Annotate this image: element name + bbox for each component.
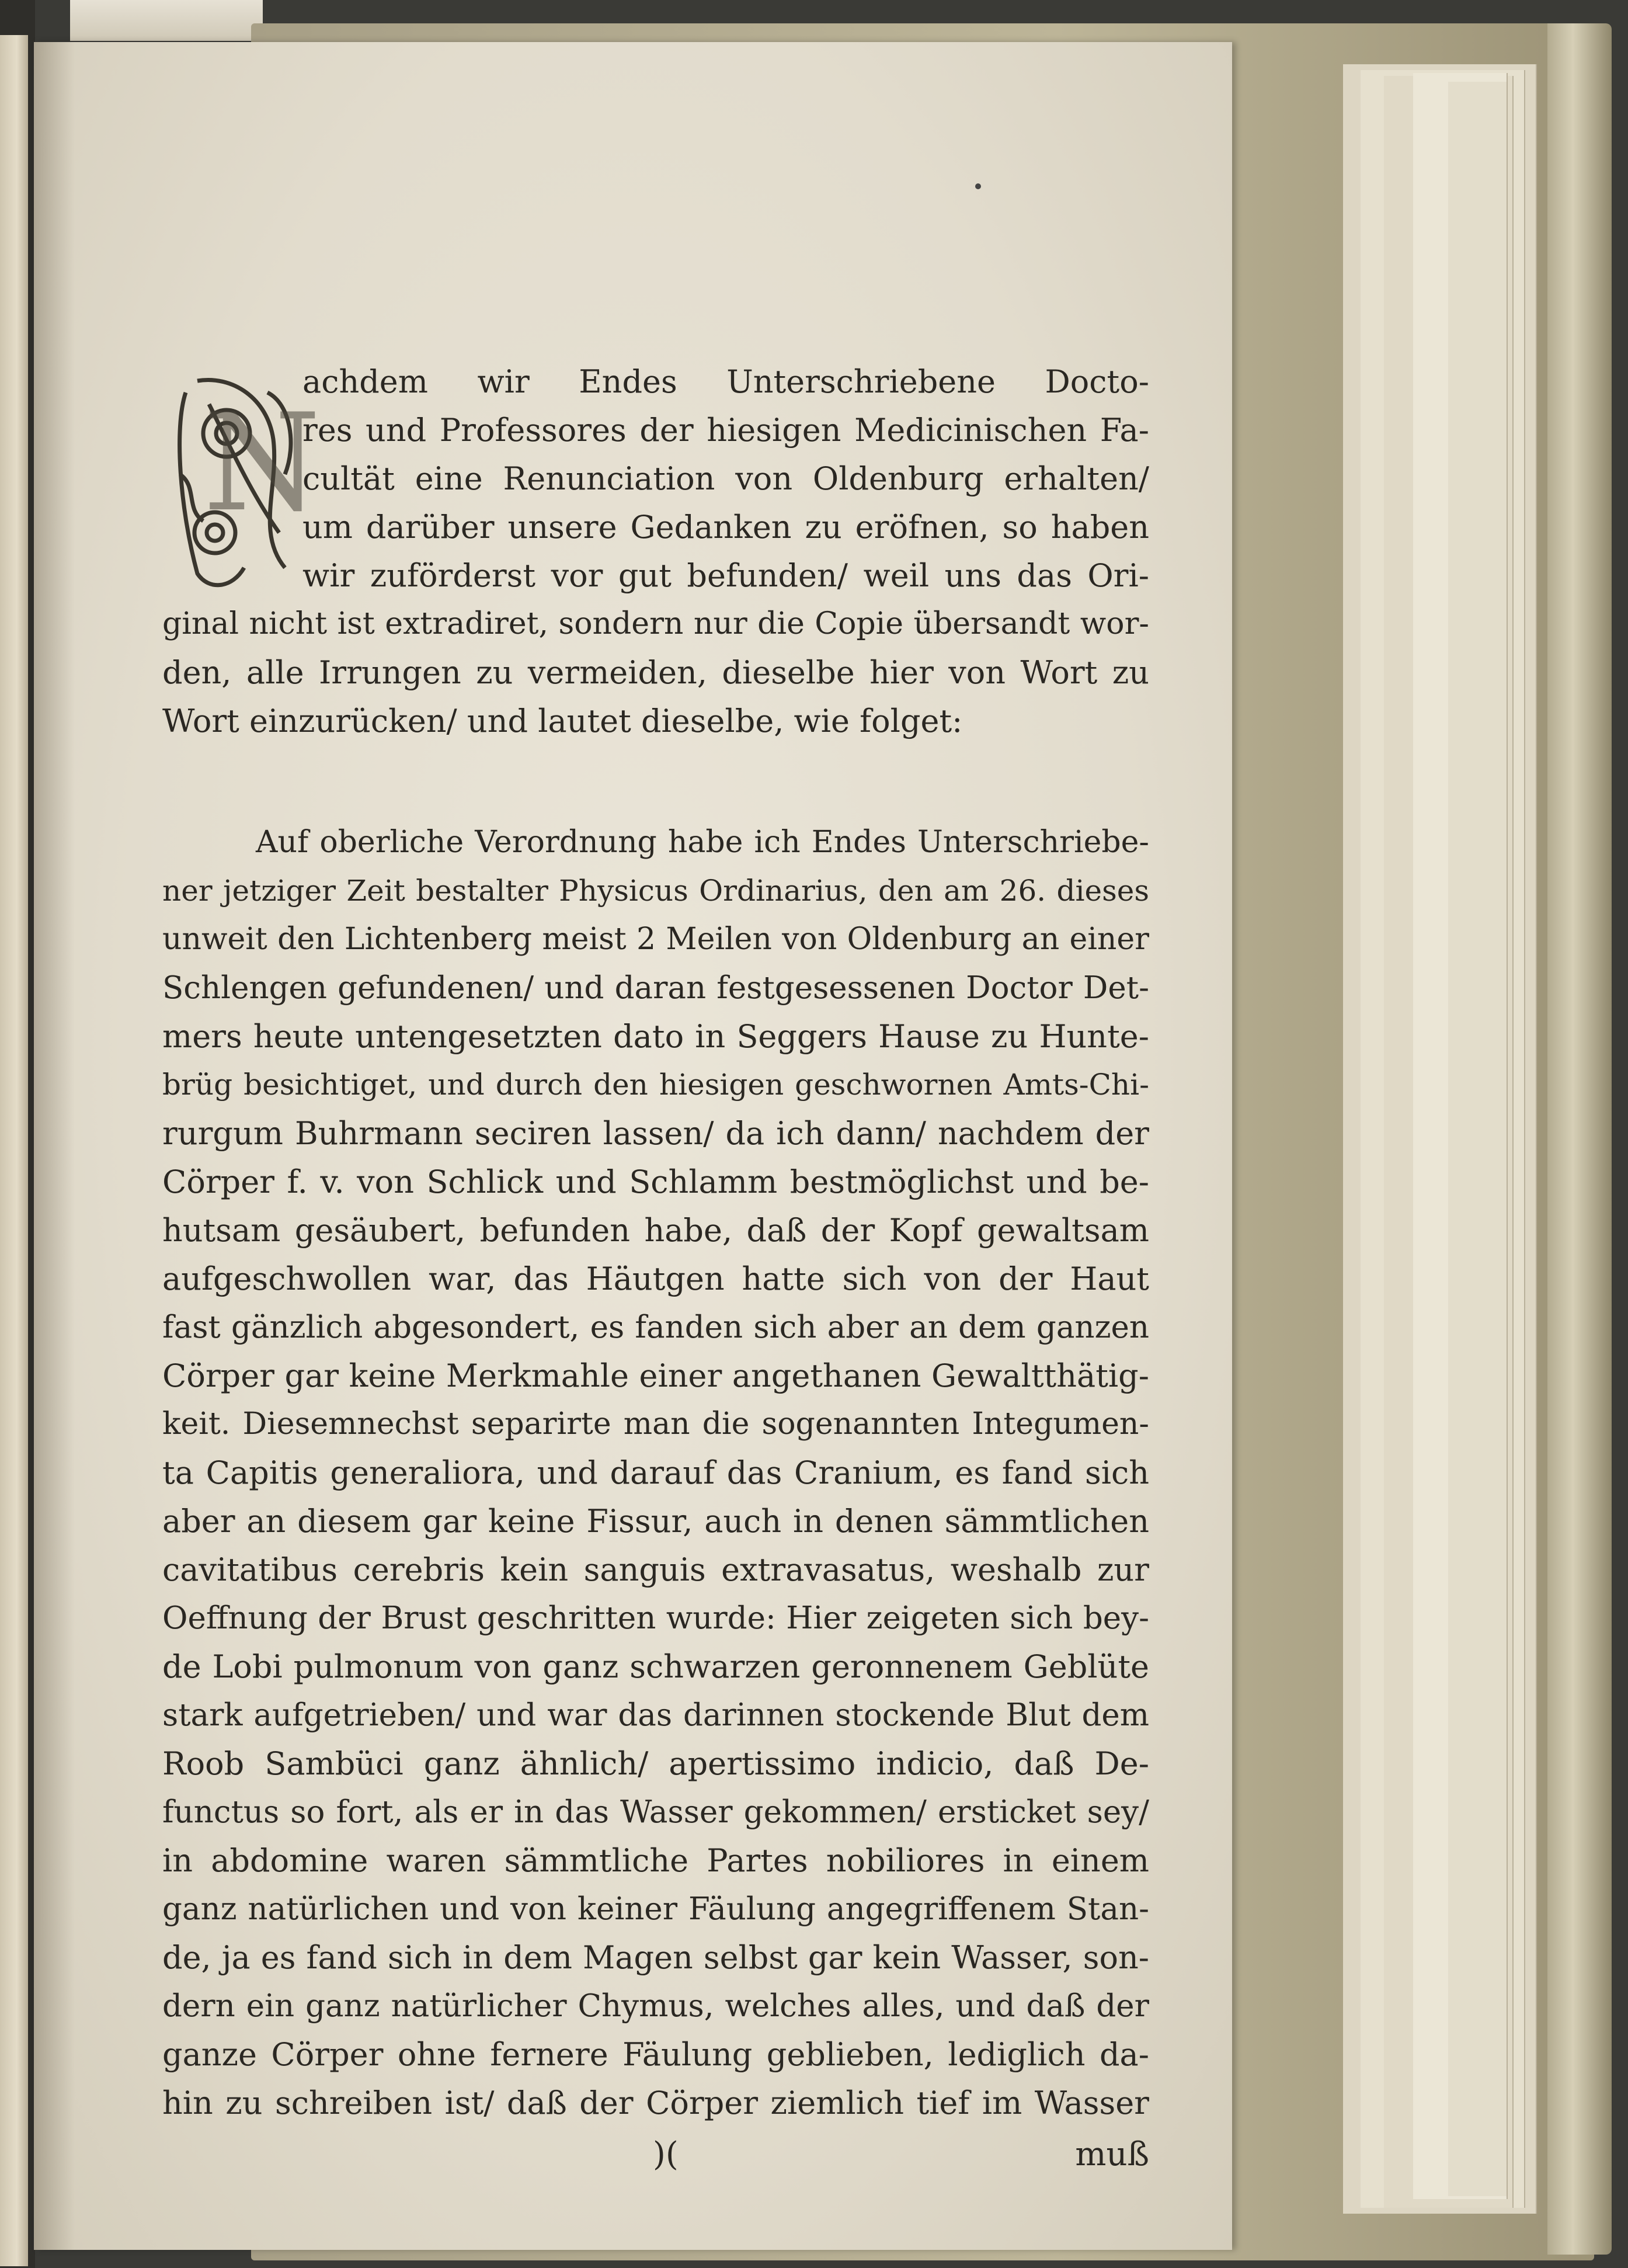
book-cover-edge: [1547, 23, 1612, 2255]
signature-mark: )(: [653, 2135, 679, 2173]
text-line: de, ja es fand sich in dem Magen selbst gar kein Wasser, son-: [162, 1939, 1149, 1976]
paper-scrap: [70, 0, 263, 41]
document-page: [34, 42, 1232, 2250]
text-line: Cörper gar keine Merkmahle einer angethanen Gewaltthätig-: [162, 1357, 1149, 1394]
text-line: brüg besichtiget, und durch den hiesigen geschwornen Amts-Chi-: [162, 1068, 1149, 1102]
paragraph-gap: [162, 745, 1149, 818]
text-line: Auf oberliche Verordnung habe ich Endes Unterschriebe-: [256, 825, 1149, 860]
text-line: Oeffnung der Brust geschritten wurde: Hier zeigeten sich bey-: [162, 1600, 1149, 1636]
page-leaf: [1448, 82, 1508, 2196]
text-line: de Lobi pulmonum von ganz schwarzen geronnenem Geblüte: [162, 1648, 1149, 1685]
text-line: dern ein ganz natürlicher Chymus, welches alles, und daß der: [162, 1988, 1149, 2024]
text-line: hutsam gesäubert, befunden habe, daß der Kopf gewaltsam: [162, 1212, 1149, 1249]
text-line: rurgum Buhrmann seciren lassen/ da ich dann/ nachdem der: [162, 1115, 1149, 1152]
text-line: wir zuförderst vor gut befunden/ weil uns das Ori-: [302, 557, 1149, 594]
text-line: cavitatibus cerebris kein sanguis extravasatus, weshalb zur: [162, 1551, 1149, 1588]
text-line: unweit den Lichtenberg meist 2 Meilen von Oldenburg an einer: [162, 922, 1149, 957]
text-line: in abdomine waren sämmtliche Partes nobiliores in einem: [162, 1842, 1149, 1879]
text-line: ganz natürlichen und von keiner Fäulung angegriffenem Stan-: [162, 1891, 1149, 1927]
text-line: um darüber unsere Gedanken zu eröfnen, so haben: [302, 509, 1149, 546]
ink-dot: [975, 183, 981, 189]
gutter-shadow: [34, 42, 75, 2250]
text-line: ta Capitis generaliora, und darauf das Cranium, es fand sich: [162, 1454, 1149, 1491]
text-line: stark aufgetrieben/ und war das darinnen stockende Blut dem: [162, 1697, 1149, 1733]
decorated-initial: [162, 357, 321, 603]
text-line: mers heute untengesetzten dato in Seggers Hause zu Hunte-: [162, 1018, 1149, 1055]
text-block: [162, 357, 1149, 2181]
text-line: cultät eine Renunciation von Oldenburg erhalten/: [302, 460, 1149, 497]
page-footer: [162, 2128, 1149, 2181]
text-line: achdem wir Endes Unterschriebene Docto-: [302, 363, 1149, 400]
text-line: aber an diesem gar keine Fissur, auch in denen sämmtlichen: [162, 1503, 1149, 1540]
text-line: fast gänzlich abgesondert, es fanden sich aber an dem ganzen: [162, 1310, 1149, 1345]
text-line: Wort einzurücken/ und lautet dieselbe, wie folget:: [162, 703, 963, 739]
text-line: Cörper f. v. von Schlick und Schlamm bestmöglichst und be-: [162, 1163, 1149, 1200]
initial-letter: N: [203, 385, 321, 541]
text-line: keit. Diesemnechst separirte man die sogenannten Integumen-: [162, 1406, 1149, 1442]
text-line: ner jetziger Zeit bestalter Physicus Ordinarius, den am 26. dieses: [162, 874, 1149, 908]
text-line: Roob Sambüci ganz ähnlich/ apertissimo indicio, daß De-: [162, 1745, 1149, 1782]
text-line: res und Professores der hiesigen Medicinischen Fa-: [302, 412, 1149, 449]
text-line: ganze Cörper ohne fernere Fäulung geblieben, lediglich da-: [162, 2036, 1149, 2073]
text-line: aufgeschwollen war, das Häutgen hatte sich von der Haut: [162, 1260, 1149, 1297]
catchword: muß: [1075, 2135, 1149, 2173]
text-line: ginal nicht ist extradiret, sondern nur die Copie übersandt wor-: [162, 606, 1149, 641]
text-line: hin zu schreiben ist/ daß der Cörper ziemlich tief im Wasser: [162, 2085, 1149, 2121]
text-line: den, alle Irrungen zu vermeiden, dieselbe hier von Wort zu: [162, 654, 1149, 691]
text-line: Schlengen gefundenen/ und daran festgesessenen Doctor Det-: [162, 970, 1149, 1006]
text-line: functus so fort, als er in das Wasser gekommen/ ersticket sey/: [162, 1794, 1149, 1830]
previous-page-edge: [0, 35, 28, 2266]
